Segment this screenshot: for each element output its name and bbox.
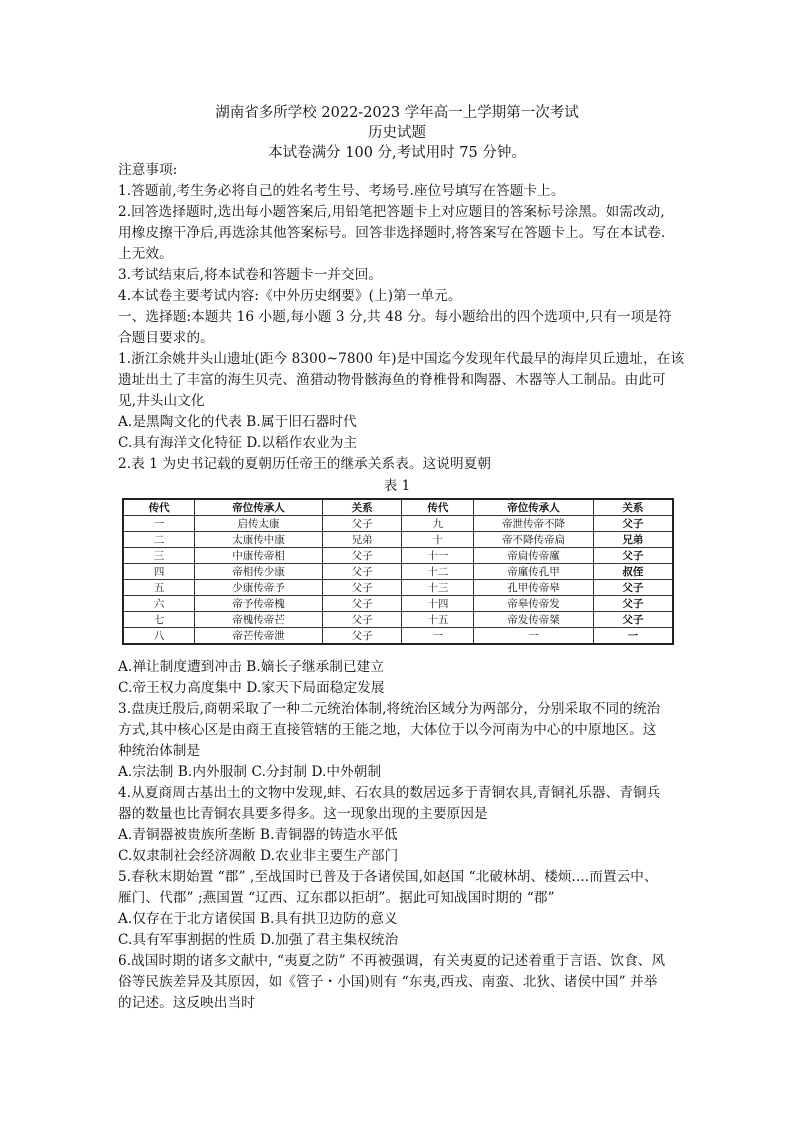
q3-options: A.宗法制 B.内外服制 C.分封制 D.中外朝制 (118, 764, 382, 780)
q5-stem-1: 5.春秋末期始置 “郡” ,至战国时已普及于各诸侯国,如赵国 “北破林胡、楼烦....而置云中、 (118, 869, 658, 885)
q3-stem-1: 3.盘庚迁殷后,商朝采取了一种二元统治体制,将统治区域分为两部分，分别采取不同的统治 (118, 701, 661, 717)
q3-stem-3: 种统治体制是 (118, 743, 201, 759)
q5-options-cd: C.具有军事割据的性质 D.加强了君主集权统治 (118, 932, 399, 948)
table-cell: 帝扃传帝廑 (474, 548, 594, 564)
table-cell: 一 (593, 628, 673, 645)
section-heading: 一、选择题:本题共 16 小题,每小题 3 分,共 48 分。每小题给出的四个选项中,只有一项是符 (118, 309, 672, 325)
q6-stem-2: 俗等民族差异及其原因，如《管子・小国)则有 “东夷,西戎、南蛮、北狄、诸侯中国” 并举 (118, 974, 658, 990)
table-cell: 父子 (593, 548, 673, 564)
table-cell: 帝泄传帝不降 (474, 516, 594, 532)
table-cell: 父子 (593, 596, 673, 612)
table-caption: 表 1 (383, 478, 411, 494)
q2-options-ab: A.禅让制度遭到冲击 B.嫡长子继承制已建立 (118, 659, 385, 675)
table-row (123, 548, 673, 564)
table-cell: 少康传帝予 (195, 580, 323, 596)
q1-options-cd: C.具有海洋文化特征 D.以稻作农业为主 (118, 435, 358, 451)
q3-stem-2: 方式,其中核心区是由商王直接管辖的王能之地，大体位于以今河南为中心的中原地区。这 (118, 722, 657, 738)
table-cell: 帝芒传帝泄 (195, 628, 323, 645)
table-cell: 一 (123, 516, 195, 532)
table-cell: 启传太康 (195, 516, 323, 532)
table-cell: 父子 (322, 628, 402, 645)
table-cell: 一 (402, 628, 474, 645)
header-cell: 传代 (123, 499, 195, 516)
q6-stem-3: 的记述。这反映出当时 (118, 995, 255, 1011)
table-cell: 叔侄 (593, 564, 673, 580)
table-cell: 帝发传帝桀 (474, 612, 594, 628)
table-cell: 四 (123, 564, 195, 580)
table-cell: 兄弟 (322, 532, 402, 548)
exam-subject: 历史试题 (368, 125, 426, 141)
table-cell: 父子 (322, 564, 402, 580)
header-cell: 关系 (593, 499, 673, 516)
q1-stem-3: 见,井头山文化 (118, 393, 205, 409)
header-cell: 关系 (322, 499, 402, 516)
table-cell: 十四 (402, 596, 474, 612)
q4-options-ab: A.青铜器被贵族所垄断 B.青铜器的铸造水平低 (118, 827, 398, 843)
table-cell: 帝槐传帝芒 (195, 612, 323, 628)
table-cell: 太康传中康 (195, 532, 323, 548)
q5-stem-2: 雁门、代郡” ;燕国置 “辽西、辽东郡以拒胡”。据此可知战国时期的 “郡” (118, 890, 555, 906)
table-cell: 帝不降传帝扃 (474, 532, 594, 548)
table-row (123, 564, 673, 580)
table-cell: 一 (474, 628, 594, 645)
section-heading-cont: 合题目要求的。 (118, 330, 214, 346)
table-cell: 父子 (322, 580, 402, 596)
header-cell: 帝位传承人 (195, 499, 323, 516)
table-cell: 孔甲传帝皋 (474, 580, 594, 596)
table-cell: 帝予传帝槐 (195, 596, 323, 612)
header-cell: 传代 (402, 499, 474, 516)
table-cell: 中康传帝相 (195, 548, 323, 564)
table-cell: 十 (402, 532, 474, 548)
table-cell: 二 (123, 532, 195, 548)
table-cell: 父子 (322, 516, 402, 532)
table-cell: 十二 (402, 564, 474, 580)
note-2-line-1: 2.回答选择题时,选出每小题答案后,用铅笔把答题卡上对应题目的答案标号涂黑。如需改动, (118, 204, 665, 220)
table-row (123, 628, 673, 645)
q1-stem-1: 1.浙江余姚井头山遗址(距今 8300~7800 年)是中国迄今发现年代最早的海岸贝丘遗址，在该 (118, 351, 685, 367)
table-row (123, 580, 673, 596)
note-2-line-3: 上无效。 (118, 246, 173, 262)
table-cell: 帝廑传孔甲 (474, 564, 594, 580)
q6-stem-1: 6.战国时期的诸多文献中, “夷夏之防” 不再被强调，有关夷夏的记述着重于言语、饮食、风 (118, 953, 666, 969)
table-cell: 十一 (402, 548, 474, 564)
table-cell: 父子 (322, 612, 402, 628)
table-cell: 五 (123, 580, 195, 596)
table-header-row (123, 499, 673, 516)
q1-options-ab: A.是黑陶文化的代表 B.属于旧石器时代 (118, 414, 357, 430)
table-cell: 父子 (593, 612, 673, 628)
q2-options-cd: C.帝王权力高度集中 D.家天下局面稳定发展 (118, 680, 385, 696)
notes-heading: 注意事项: (118, 162, 178, 178)
q4-options-cd: C.奴隶制社会经济凋敝 D.农业非主要生产部门 (118, 848, 399, 864)
table-cell: 父子 (593, 516, 673, 532)
q4-stem-1: 4.从夏商周古基出土的文物中发现,蚌、石农具的数居远多于青铜农具,青铜礼乐器、青铜兵 (118, 785, 661, 801)
note-1: 1.答题前,考生务必将自己的姓名考生号、考场号.座位号填写在答题卡上。 (118, 183, 565, 199)
q2-stem: 2.表 1 为史书记载的夏朝历任帝王的继承关系表。这说明夏朝 (118, 456, 492, 472)
table-row (123, 596, 673, 612)
note-4: 4.本试卷主要考试内容:《中外历史纲要》(上)第一单元。 (118, 288, 462, 304)
q1-stem-2: 遗址出土了丰富的海生贝壳、渔猎动物骨骸海鱼的脊椎骨和陶器、木器等人工制品。由此可 (118, 372, 666, 388)
table-row (123, 532, 673, 548)
note-3: 3.考试结束后,将本试卷和答题卡一并交回。 (118, 267, 383, 283)
table-cell: 九 (402, 516, 474, 532)
table-cell: 六 (123, 596, 195, 612)
note-2-line-2: 用橡皮擦干净后,再选涂其他答案标号。回答非选择题时,将答案写在答题卡上。写在本试卷. (118, 225, 666, 241)
table-cell: 父子 (593, 580, 673, 596)
table-cell: 帝皋传帝发 (474, 596, 594, 612)
table-cell: 父子 (322, 596, 402, 612)
table-cell: 十五 (402, 612, 474, 628)
q5-options-ab: A.仅存在于北方诸侯国 B.具有拱卫边防的意义 (118, 911, 398, 927)
table-cell: 七 (123, 612, 195, 628)
table-row (123, 516, 673, 532)
exam-title: 湖南省多所学校 2022-2023 学年高一上学期第一次考试 (215, 105, 579, 121)
q4-stem-2: 器的数量也比青铜农具要多得多。这一现象出现的主要原因是 (118, 806, 488, 822)
succession-table (122, 498, 674, 645)
table-cell: 十三 (402, 580, 474, 596)
header-cell: 帝位传承人 (474, 499, 594, 516)
table-cell: 八 (123, 628, 195, 645)
table-row (123, 612, 673, 628)
table-cell: 兄弟 (593, 532, 673, 548)
table-cell: 父子 (322, 548, 402, 564)
exam-info: 本试卷满分 100 分,考试用时 75 分钟。 (268, 145, 526, 161)
table-cell: 帝相传少康 (195, 564, 323, 580)
table-cell: 三 (123, 548, 195, 564)
